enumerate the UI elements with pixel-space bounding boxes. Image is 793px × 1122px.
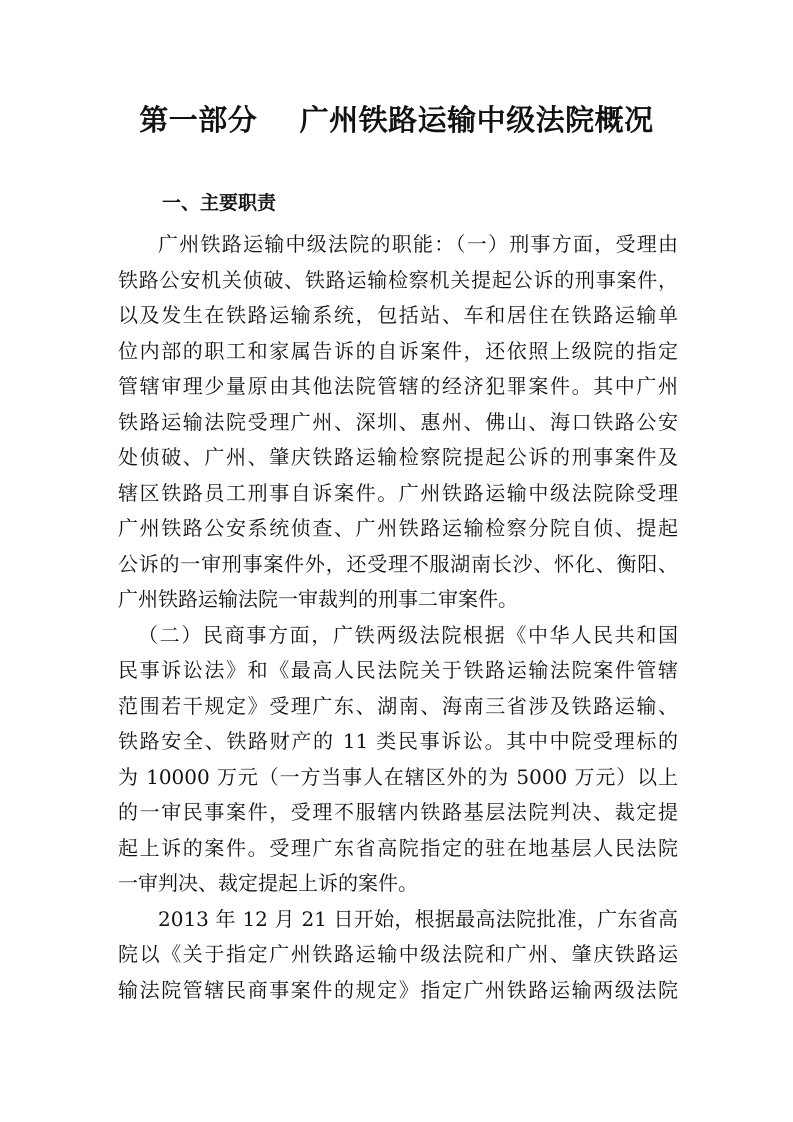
page-title: 第一部分 广州铁路运输中级法院概况 xyxy=(139,103,654,137)
paragraph-line: 2013 年 12 月 21 日开始，根据最高法院批准，广东省高 xyxy=(158,906,678,931)
body-text xyxy=(118,227,678,1008)
paragraph-line: 起上诉的案件。受理广东省高院指定的驻在地基层人民法院 xyxy=(118,835,678,860)
paragraph-line: 管辖审理少量原由其他法院管辖的经济犯罪案件。其中广州 xyxy=(118,374,678,398)
paragraph-line: 范围若干规定》受理广东、湖南、海南三省涉及铁路运输、 xyxy=(118,693,678,718)
paragraph-line: 民事诉讼法》和《最高人民法院关于铁路运输法院案件管辖 xyxy=(118,658,678,682)
paragraph-line: 以及发生在铁路运输系统，包括站、车和居住在铁路运输单 xyxy=(118,303,678,327)
paragraph-line: 输法院管辖民商事案件的规定》指定广州铁路运输两级法院 xyxy=(118,977,678,1002)
paragraph-line: 铁路运输法院受理广州、深圳、惠州、佛山、海口铁路公安 xyxy=(118,409,678,434)
paragraph-line: 公诉的一审刑事案件外，还受理不服湖南长沙、怀化、衡阳、 xyxy=(118,551,678,576)
paragraph-line: 院以《关于指定广州铁路运输中级法院和广州、肇庆铁路运 xyxy=(118,942,678,966)
paragraph-line: 一审判决、裁定提起上诉的案件。 xyxy=(118,871,418,895)
paragraph-line: 广州铁路公安系统侦查、广州铁路运输检察分院自侦、提起 xyxy=(118,516,678,540)
paragraph-line: 铁路安全、铁路财产的 11 类民事诉讼。其中中院受理标的 xyxy=(118,729,678,753)
paragraph-line: 位内部的职工和家属告诉的自诉案件，还依照上级院的指定 xyxy=(118,338,678,363)
paragraph-line: （二）民商事方面，广铁两级法院根据《中华人民共和国 xyxy=(138,622,678,647)
paragraph-line: 的一审民事案件，受理不服辖内铁路基层法院判决、裁定提 xyxy=(118,800,678,824)
paragraph-line: 辖区铁路员工刑事自诉案件。广州铁路运输中级法院除受理 xyxy=(118,480,678,505)
paragraph-line: 为 10000 万元（一方当事人在辖区外的为 5000 万元）以上 xyxy=(118,764,678,789)
paragraph-line: 广州铁路运输法院一审裁判的刑事二审案件。 xyxy=(118,587,518,611)
paragraph-line: 铁路公安机关侦破、铁路运输检察机关提起公诉的刑事案件， xyxy=(118,267,678,292)
section-heading: 一、主要职责 xyxy=(162,192,277,214)
paragraph-line: 处侦破、广州、肇庆铁路运输检察院提起公诉的刑事案件及 xyxy=(118,445,678,469)
paragraph-line: 广州铁路运输中级法院的职能：（一）刑事方面，受理由 xyxy=(158,232,678,256)
